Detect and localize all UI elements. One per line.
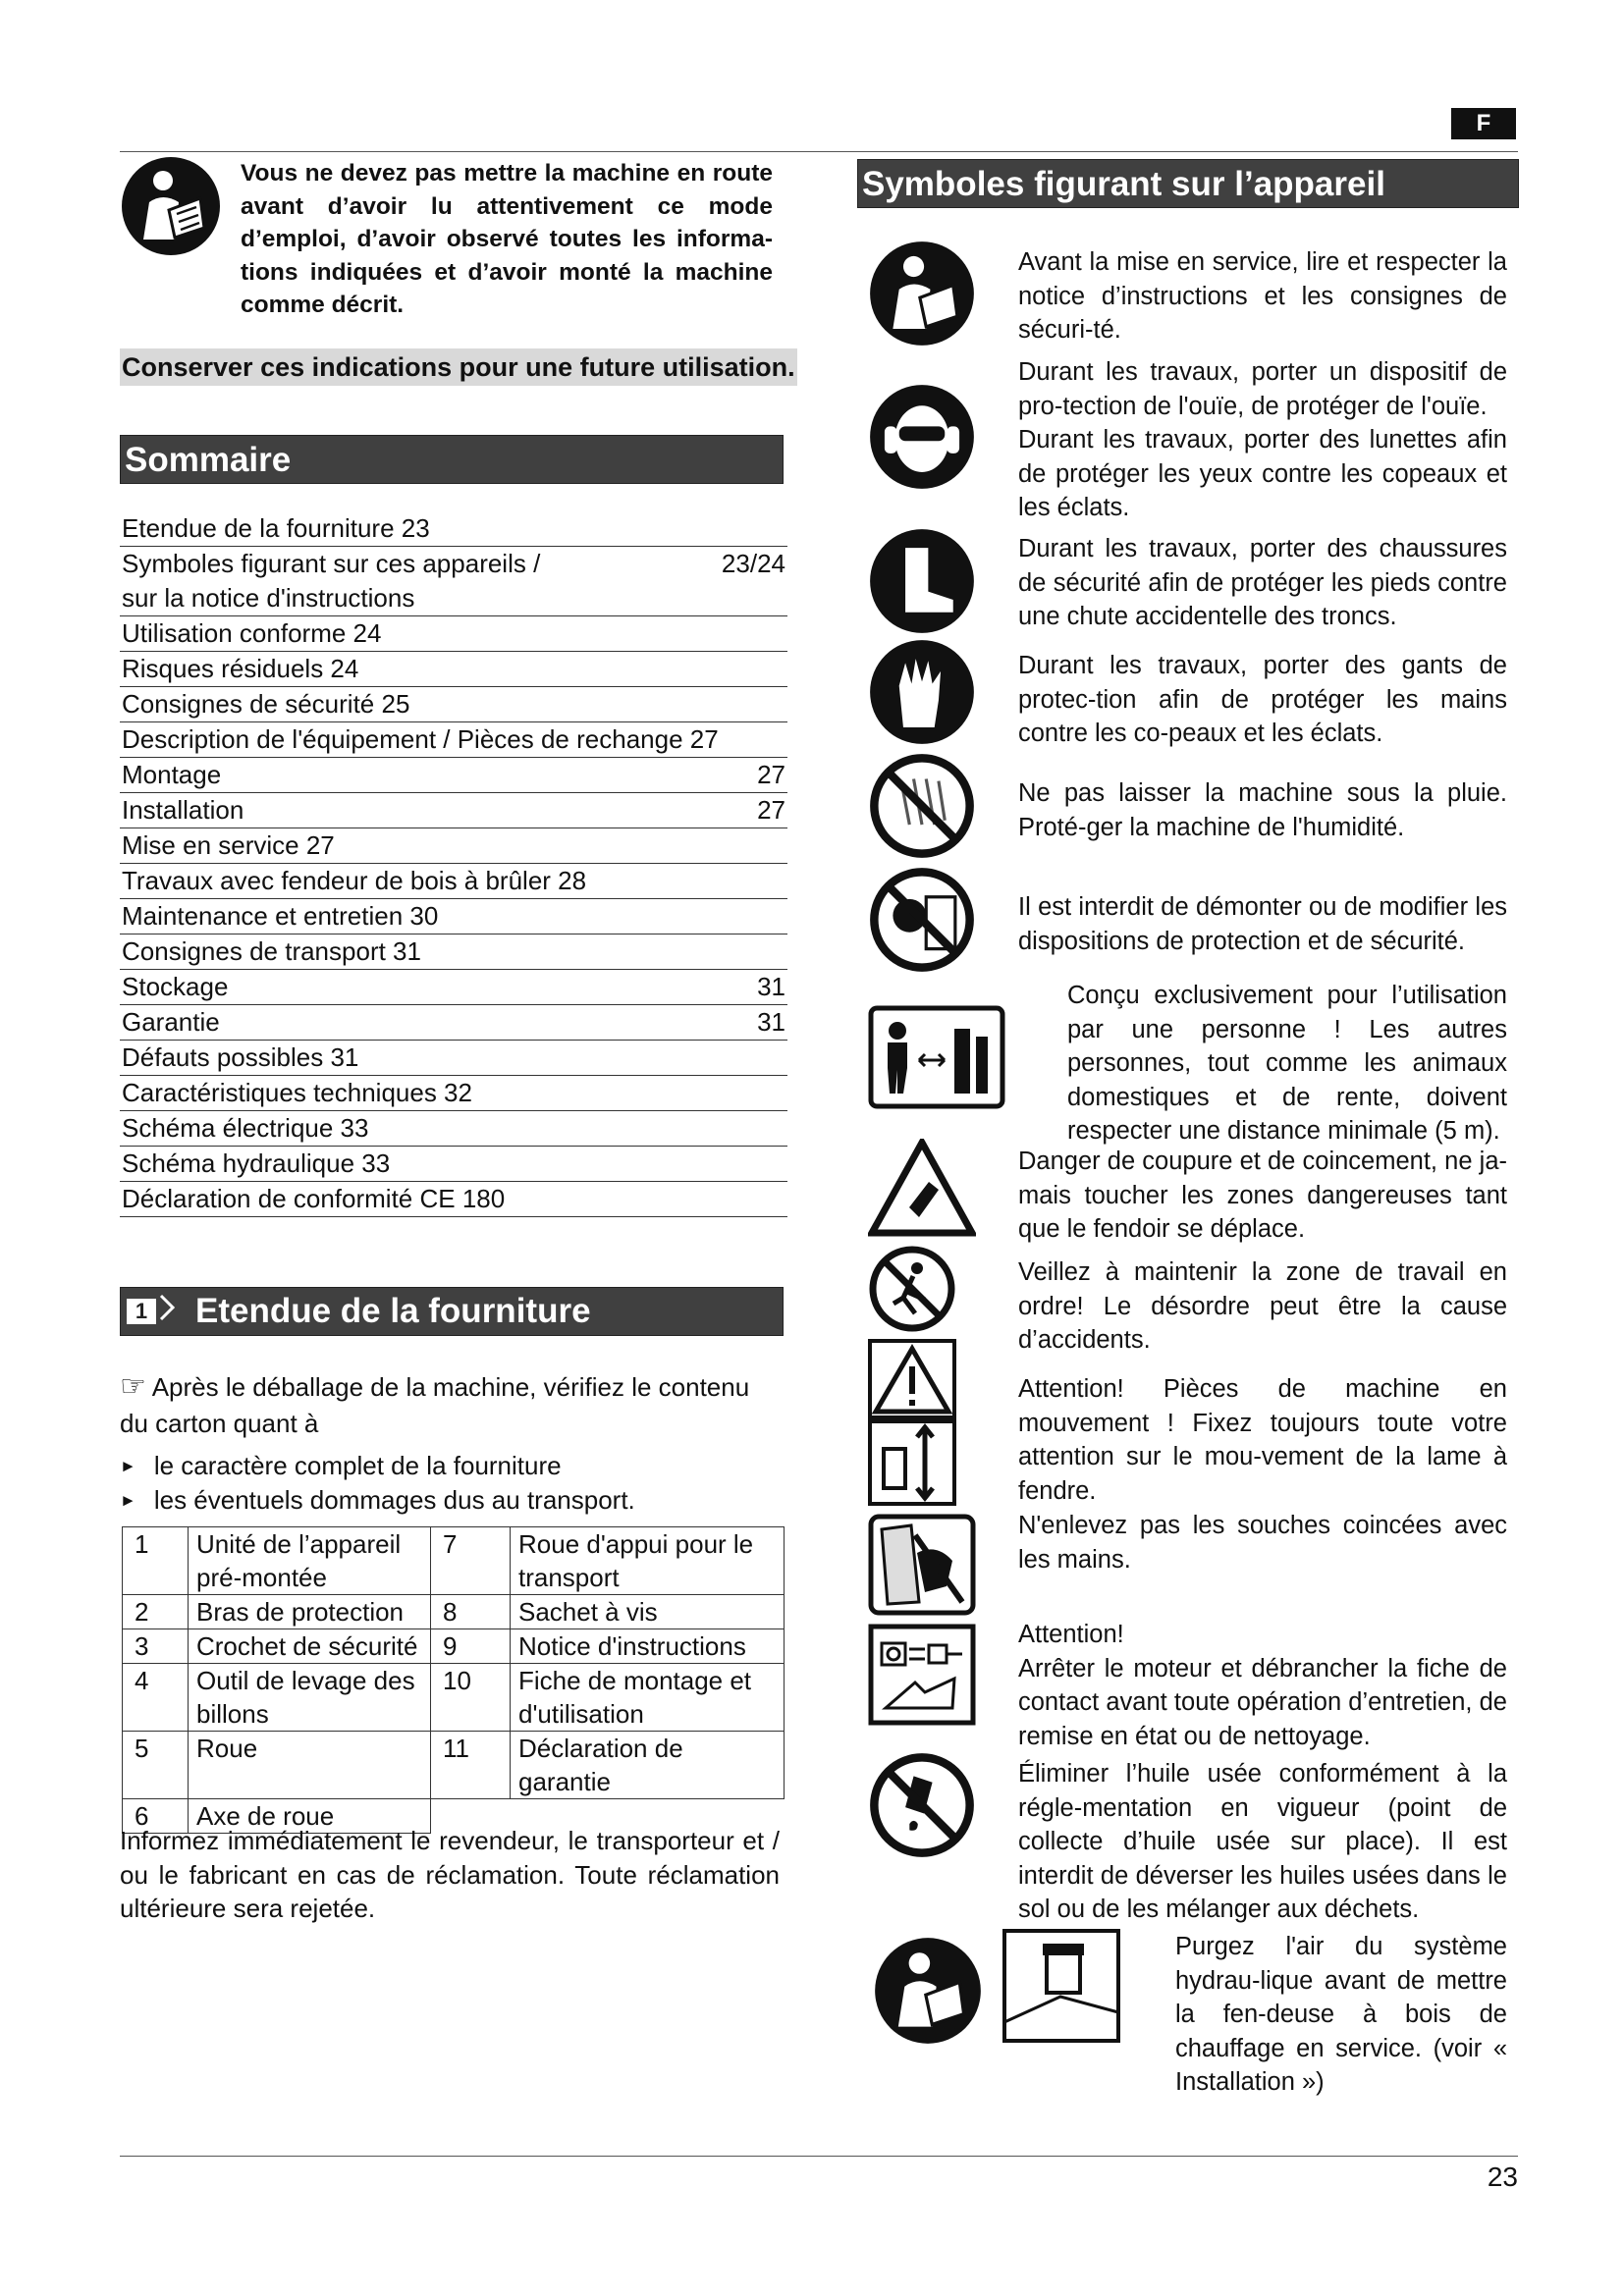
table-cell: Roue xyxy=(189,1732,431,1799)
toc-entry-title: Garantie xyxy=(122,1007,220,1037)
toc-row[interactable] xyxy=(120,547,787,616)
toc-entry-page: 23/24 xyxy=(721,549,785,578)
language-badge: F xyxy=(1451,108,1516,139)
toc-row[interactable] xyxy=(120,793,787,828)
symbol-text-eye-protection: Durant les travaux, porter des lunettes afin de protéger les yeux contre les copeaux et les éclats. xyxy=(1018,426,1507,521)
check-list xyxy=(120,1449,780,1518)
toc-row[interactable] xyxy=(120,828,787,864)
toc-entry-page: 27 xyxy=(757,795,785,825)
complaint-notice: Informez immédiatement le revendeur, le transporteur et / ou le fabricant en cas de réclamation. Toute réclamation ultérieure sera rejetée. xyxy=(120,1826,780,1923)
table-cell: 3 xyxy=(123,1629,189,1664)
toc-entry-page xyxy=(776,1147,785,1181)
toc-entry-page xyxy=(776,511,785,546)
symbol-text-unplug: Attention! Arrêter le moteur et débrancher la fiche de contact avant toute opération d’entretien, de remise en état ou de nettoyage. xyxy=(1018,1621,1507,1750)
symbol-text-moving-parts: Attention! Pièces de machine en mouvement ! Fixez toujours toute votre attention sur le mou-vement de la lame à fendre. xyxy=(1018,1375,1507,1505)
toc-entry-page xyxy=(776,1041,785,1075)
table-cell: Axe de roue xyxy=(189,1799,431,1834)
toc-entry-title: Travaux avec fendeur de bois à brûler 28 xyxy=(122,866,587,895)
table-row xyxy=(123,1732,785,1799)
section-number: 1 xyxy=(127,1299,156,1324)
toc-row[interactable] xyxy=(120,722,787,758)
toc-row[interactable] xyxy=(120,970,787,1005)
table-row xyxy=(123,1629,785,1664)
toc-entry-page xyxy=(776,899,785,934)
toc-row[interactable] xyxy=(120,899,787,934)
crush-hazard-icon xyxy=(868,1139,976,1237)
gloves-icon xyxy=(868,638,976,746)
symbol-text-crush-hazard: Danger de coupure et de coincement, ne ja-mais toucher les zones dangereuses tant que le fendoir se déplace. xyxy=(1018,1148,1507,1243)
single-operator-icon xyxy=(868,1005,1005,1109)
read-manual-icon xyxy=(868,1936,988,2046)
safety-boots-icon xyxy=(868,527,976,635)
toc-entry-title: Risques résiduels 24 xyxy=(122,654,359,683)
toc-entry-title: Installation xyxy=(122,795,244,825)
symbol-text-tidy-workplace: Veillez à maintenir la zone de travail en ordre! Le désordre peut être la cause d’accidents. xyxy=(1018,1258,1507,1354)
toc-row[interactable] xyxy=(120,1005,787,1041)
table-cell: 8 xyxy=(431,1595,511,1629)
table-cell: Roue d'appui pour le transport xyxy=(511,1527,785,1595)
toc-entry-page xyxy=(776,616,785,651)
symbol-text-no-rain: Ne pas laisser la machine sous la pluie. Proté-ger la machine de l'humidité. xyxy=(1018,779,1507,841)
no-dismantle-guard-icon xyxy=(868,866,976,974)
toc-entry-title: Défauts possibles 31 xyxy=(122,1042,359,1072)
table-cell: Crochet de sécurité xyxy=(189,1629,431,1664)
toc-entry-page xyxy=(776,864,785,898)
toc-entry-title: Consignes de transport 31 xyxy=(122,936,421,966)
list-item: ► le caractère complet de la fourniture xyxy=(120,1449,780,1483)
toc-row[interactable] xyxy=(120,652,787,687)
table-of-contents xyxy=(120,511,787,1217)
toc-entry-title: Déclaration de conformité CE 180 xyxy=(122,1184,506,1213)
pointing-hand-icon: ☞ xyxy=(120,1370,146,1403)
toc-entry-title: Utilisation conforme 24 xyxy=(122,618,382,648)
table-row xyxy=(123,1595,785,1629)
symbols-title: Symboles figurant sur l’appareil xyxy=(857,159,1519,208)
toc-row[interactable] xyxy=(120,511,787,547)
table-cell: 7 xyxy=(431,1527,511,1595)
table-cell: Sachet à vis xyxy=(511,1595,785,1629)
symbol-text-no-hands: N'enlevez pas les souches coincées avec les mains. xyxy=(1018,1512,1507,1574)
read-manual-icon xyxy=(120,155,222,257)
table-row xyxy=(123,1664,785,1732)
symbol-text-read-manual: Avant la mise en service, lire et respecter la notice d’instructions et les consignes de sécuri-té. xyxy=(1018,248,1507,344)
table-cell: Notice d'instructions xyxy=(511,1629,785,1664)
toc-entry-page xyxy=(776,652,785,686)
toc-row[interactable] xyxy=(120,616,787,652)
toc-entry-title: Maintenance et entretien 30 xyxy=(122,901,439,931)
no-hands-stuck-log-icon xyxy=(868,1514,976,1616)
table-cell: 9 xyxy=(431,1629,511,1664)
toc-row[interactable] xyxy=(120,1147,787,1182)
unplug-before-service-icon xyxy=(868,1624,976,1726)
table-cell: 2 xyxy=(123,1595,189,1629)
toc-entry-title: Schéma électrique 33 xyxy=(122,1113,369,1143)
page-number: 23 xyxy=(1487,2162,1518,2192)
no-rain-icon xyxy=(868,752,976,860)
toc-entry-title: Montage xyxy=(122,760,222,789)
toc-entry-title: Etendue de la fourniture 23 xyxy=(122,513,430,543)
toc-entry-title: Stockage xyxy=(122,972,229,1001)
symbol-text-safety-boots: Durant les travaux, porter des chaussures de sécurité afin de protéger les pieds contre une chute accidentelle des troncs. xyxy=(1018,535,1507,630)
intro-warning: Vous ne devez pas mettre la machine en route avant d’avoir lu attentivement ce mode d’emploi, d’avoir observé toutes les informa-tions indiquées et d’avoir monté la machine comme décrit. xyxy=(241,160,773,318)
table-row xyxy=(123,1527,785,1595)
toc-entry-page xyxy=(776,1076,785,1110)
scope-section-header xyxy=(120,1287,784,1336)
table-cell: Fiche de montage et d'utilisation xyxy=(511,1664,785,1732)
toc-row[interactable] xyxy=(120,1041,787,1076)
ear-eye-protection-icon xyxy=(868,383,976,491)
toc-entry-title: Consignes de sécurité 25 xyxy=(122,689,410,719)
toc-entry-page: 31 xyxy=(757,972,785,1001)
symbol-text-bleed-hydraulic: Purgez l'air du système hydrau-lique avant de mettre la fen-deuse à bois de chauffage en service. (voir « Installation ») xyxy=(1175,1933,1507,2096)
symbol-text-oil-disposal: Éliminer l’huile usée conformément à la régle-mentation en vigueur (point de collecte d’huile usée sur place). Il est interdit de déverser les huiles usées dans le sol ou de les mélanger aux déchets. xyxy=(1018,1760,1507,1923)
table-cell: Outil de levage des billons xyxy=(189,1664,431,1732)
toc-title: Sommaire xyxy=(120,435,784,484)
toc-entry-page xyxy=(776,828,785,863)
tidy-workplace-icon xyxy=(868,1245,956,1333)
table-cell: Déclaration de garantie xyxy=(511,1732,785,1799)
unpacking-check xyxy=(120,1368,780,1442)
toc-row[interactable] xyxy=(120,864,787,899)
toc-row[interactable] xyxy=(120,687,787,722)
toc-row[interactable] xyxy=(120,1111,787,1147)
symbol-text-ear-protection: Durant les travaux, porter un dispositif de pro-tection de l'ouïe, de protéger de l'ouïe. xyxy=(1018,358,1507,420)
scope-title: Etendue de la fourniture xyxy=(195,1292,591,1330)
moving-parts-icon xyxy=(868,1339,956,1506)
toc-entry-page xyxy=(776,722,785,757)
symbol-text-no-dismantle: Il est interdit de démonter ou de modifier les dispositions de protection et de sécurité. xyxy=(1018,893,1507,955)
bleed-hydraulic-icon xyxy=(1001,1928,1121,2044)
read-manual-icon xyxy=(868,240,976,347)
toc-row[interactable] xyxy=(120,1182,787,1217)
top-divider xyxy=(120,151,1518,152)
toc-entry-title: Mise en service 27 xyxy=(122,830,335,860)
symbol-text-single-operator: Conçu exclusivement pour l’utilisation par une personne ! Les autres personnes, tout comme les animaux domestiques et de rente, doivent respecter une distance minimale (5 m). xyxy=(1067,982,1507,1145)
toc-entry-page xyxy=(776,1111,785,1146)
toc-entry-page xyxy=(776,687,785,721)
toc-row[interactable] xyxy=(120,1076,787,1111)
toc-row[interactable] xyxy=(120,934,787,970)
keep-instructions-note: Conserver ces indications pour une future utilisation. xyxy=(120,348,797,386)
symbol-text-gloves: Durant les travaux, porter des gants de protec-tion afin de protéger les mains contre les co-peaux et les éclats. xyxy=(1018,652,1507,747)
toc-entry-page xyxy=(776,934,785,969)
table-cell: Unité de l’appareil pré-montée xyxy=(189,1527,431,1595)
table-cell: 10 xyxy=(431,1664,511,1732)
table-cell: 5 xyxy=(123,1732,189,1799)
delivery-items-table xyxy=(122,1526,785,1834)
list-item: ► les éventuels dommages dus au transport. xyxy=(120,1483,780,1518)
table-cell: Bras de protection xyxy=(189,1595,431,1629)
table-cell: 6 xyxy=(123,1799,189,1834)
toc-entry-title: Caractéristiques techniques 32 xyxy=(122,1078,472,1107)
toc-entry-page: 27 xyxy=(757,760,785,789)
toc-entry-title: Schéma hydraulique 33 xyxy=(122,1148,391,1178)
table-cell: 11 xyxy=(431,1732,511,1799)
toc-entry-title: Symboles figurant sur ces appareils / sur la notice d'instructions xyxy=(122,549,541,613)
table-cell: 1 xyxy=(123,1527,189,1595)
table-cell: 4 xyxy=(123,1664,189,1732)
toc-entry-page xyxy=(776,1182,785,1216)
toc-entry-page: 31 xyxy=(757,1007,785,1037)
no-oil-disposal-icon xyxy=(868,1751,976,1859)
unpacking-check-text: Après le déballage de la machine, vérifiez le contenu du carton quant à xyxy=(120,1372,750,1438)
toc-entry-title: Description de l'équipement / Pièces de rechange 27 xyxy=(122,724,719,754)
chevron-right-icon xyxy=(158,1287,176,1336)
bottom-divider xyxy=(120,2156,1518,2157)
toc-row[interactable] xyxy=(120,758,787,793)
